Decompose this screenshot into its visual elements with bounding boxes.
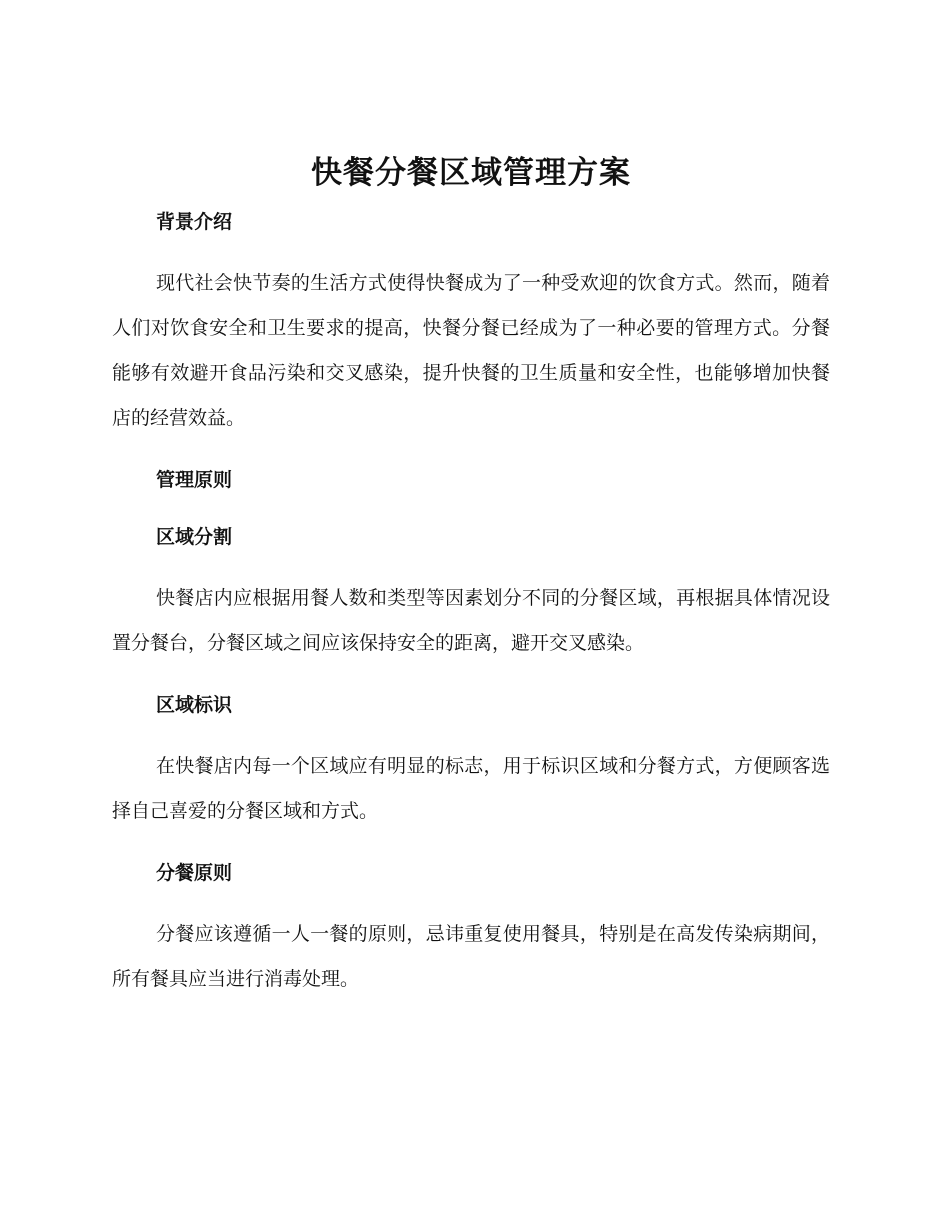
- section-paragraph-signage: 在快餐店内每一个区域应有明显的标志，用于标识区域和分餐方式，方便顾客选择自己喜爱的分餐区域和方式。: [112, 755, 830, 822]
- section-heading-signage: 区域标识: [156, 694, 233, 716]
- section-heading-background: 背景介绍: [156, 211, 233, 233]
- section-paragraph-background: 现代社会快节奏的生活方式使得快餐成为了一种受欢迎的饮食方式。然而，随着人们对饮食安全和卫生要求的提高，快餐分餐已经成为了一种必要的管理方式。分餐能够有效避开食品污染和交叉感染，提升快餐的卫生质量和安全性，也能够增加快餐店的经营效益。: [112, 272, 830, 429]
- section-heading-serving: 分餐原则: [156, 862, 233, 884]
- section-paragraph-serving: 分餐应该遵循一人一餐的原则，忌讳重复使用餐具，特别是在高发传染病期间，所有餐具应当进行消毒处理。: [112, 923, 830, 990]
- document-content: [112, 150, 830, 1002]
- section-heading-zoning: 区域分割: [156, 526, 233, 548]
- section-heading-principles: 管理原则: [156, 469, 233, 491]
- document-title: 快餐分餐区域管理方案: [311, 155, 631, 191]
- section-paragraph-zoning: 快餐店内应根据用餐人数和类型等因素划分不同的分餐区域，再根据具体情况设置分餐台，分餐区域之间应该保持安全的距离，避开交叉感染。: [112, 587, 830, 654]
